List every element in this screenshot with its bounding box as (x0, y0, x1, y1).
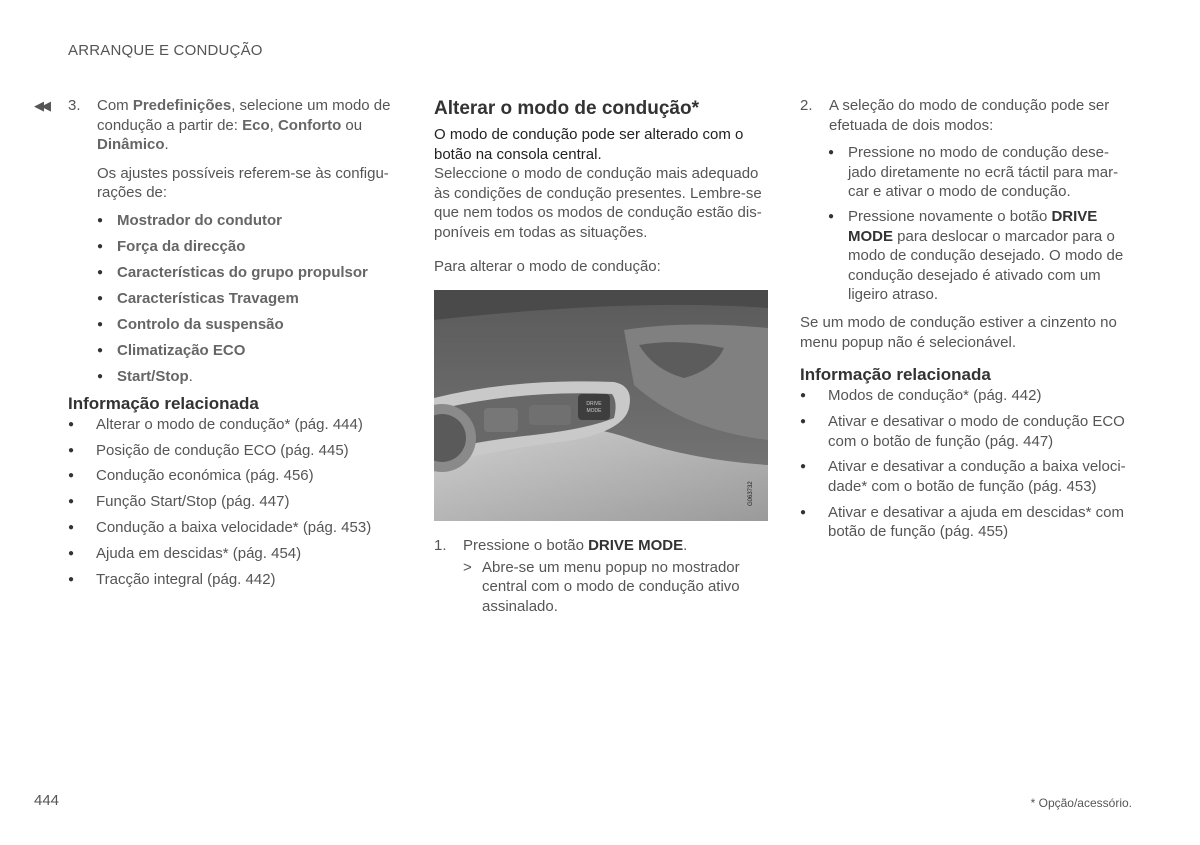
related-link[interactable]: ● Condução económica (pág. 456) (68, 466, 394, 486)
section-lead: O modo de condução pode ser alterado com o botão na consola central. (434, 126, 744, 163)
related-info-title: Informação relacionada (68, 393, 259, 413)
related-link[interactable]: ● Ativar e desativar o modo de condução ECO com o botão de função (pág. 447) (800, 412, 1130, 451)
footnote: * Opção/acessório. (1030, 796, 1132, 810)
related-link[interactable]: ● Alterar o modo de condução* (pág. 444) (68, 415, 394, 435)
step-1 (434, 536, 770, 556)
settings-list (34, 211, 394, 387)
step-number: 3. (68, 97, 81, 114)
list-item-label: Start/Stop (117, 367, 189, 385)
related-link[interactable]: ● Condução a baixa velocidade* (pág. 453) (68, 518, 394, 538)
step-2 (800, 96, 1130, 135)
console-photo (434, 290, 768, 521)
related-link[interactable]: ● Ajuda em descidas* (pág. 454) (68, 544, 394, 564)
related-links (800, 386, 1130, 542)
step-text: A seleção do modo de condução pode ser efetuada de dois modos: (829, 97, 1110, 134)
mode-eco: Eco (242, 116, 270, 134)
previous-page-icon[interactable]: ◀◀ (34, 98, 48, 113)
mode-dinamico: Dinâmico (97, 136, 165, 154)
console-illustration (434, 290, 768, 521)
running-header: ARRANQUE E CONDUÇÃO (68, 42, 263, 59)
list-item: ● Controlo da suspensão (97, 315, 394, 335)
list-item: ● Características do grupo propulsor (97, 263, 394, 283)
list-item: ● Start/Stop. (97, 367, 394, 387)
paragraph: Seleccione o modo de condução mais adequado às condições de condução presentes. Lembre-se que nem todos os modos de condução estão dis-poníveis em todas as situações. (434, 165, 762, 241)
list-item: ● Mostrador do condutor (97, 211, 394, 231)
column-middle (434, 96, 770, 617)
paragraph: Para alterar o modo de condução: (434, 257, 661, 275)
step-result (434, 558, 770, 617)
mode-conforto: Conforto (277, 116, 342, 134)
step-text: . (164, 136, 169, 154)
page-number: 444 (34, 792, 60, 809)
related-links (34, 415, 394, 589)
step-number: 1. (434, 537, 447, 555)
step-text: ou (341, 116, 363, 134)
drive-mode-term: DRIVE MODE (588, 537, 684, 555)
column-right (800, 96, 1130, 548)
list-item: ● Força da direcção (97, 237, 394, 257)
result-marker: > (463, 558, 472, 576)
column-left (34, 96, 394, 595)
list-text: para deslocar o marcador para o modo de condução desejado. O modo de condução desejado é ativado com um ligeiro atraso. (848, 227, 1124, 304)
drive-button-label: MODE (586, 408, 602, 415)
related-link[interactable]: ● Função Start/Stop (pág. 447) (68, 492, 394, 512)
step-text: , selecione um modo de condução a partir de: (97, 97, 391, 134)
related-link[interactable]: ● Ativar e desativar a condução a baixa veloci-dade* com o botão de função (pág. 453) (800, 457, 1130, 496)
list-item: ● Pressione no modo de condução dese-jado diretamente no ecrã táctil para mar-car e ativar o modo de condução. (828, 143, 1130, 202)
step-2-options (800, 143, 1130, 305)
step-text: , (269, 116, 278, 134)
step-number: 2. (800, 97, 813, 114)
step-3 (34, 96, 394, 155)
image-code: G063732 (748, 481, 754, 507)
list-item: ● Características Travagem (97, 289, 394, 309)
step-text: Com (97, 97, 133, 114)
list-text: Pressione novamente o botão (848, 207, 1052, 225)
related-link[interactable]: ● Posição de condução ECO (pág. 445) (68, 441, 394, 461)
drive-mode-term: DRIVE MODE (848, 207, 1098, 245)
list-item (828, 207, 1130, 305)
step-text: . (683, 537, 688, 555)
related-info-title: Informação relacionada (800, 365, 991, 385)
related-link[interactable]: ● Tracção integral (pág. 442) (68, 570, 394, 590)
predefinicoes-term: Predefinições (132, 97, 232, 114)
paragraph: Se um modo de condução estiver a cinzento no menu popup não é selecionável. (800, 313, 1117, 351)
section-title: Alterar o modo de condução* (434, 98, 699, 119)
settings-intro: Os ajustes possíveis referem-se às configu-rações de: (97, 164, 389, 202)
list-item: ● Climatização ECO (97, 341, 394, 361)
drive-button-label: DRIVE (586, 401, 602, 408)
related-link[interactable]: ● Ativar e desativar a ajuda em descidas* com botão de função (pág. 455) (800, 503, 1130, 542)
related-link[interactable]: ● Modos de condução* (pág. 442) (800, 386, 1130, 406)
step-text: Pressione o botão (463, 537, 589, 555)
result-text: Abre-se um menu popup no mostrador central com o modo de condução ativo assinalado. (482, 558, 740, 615)
